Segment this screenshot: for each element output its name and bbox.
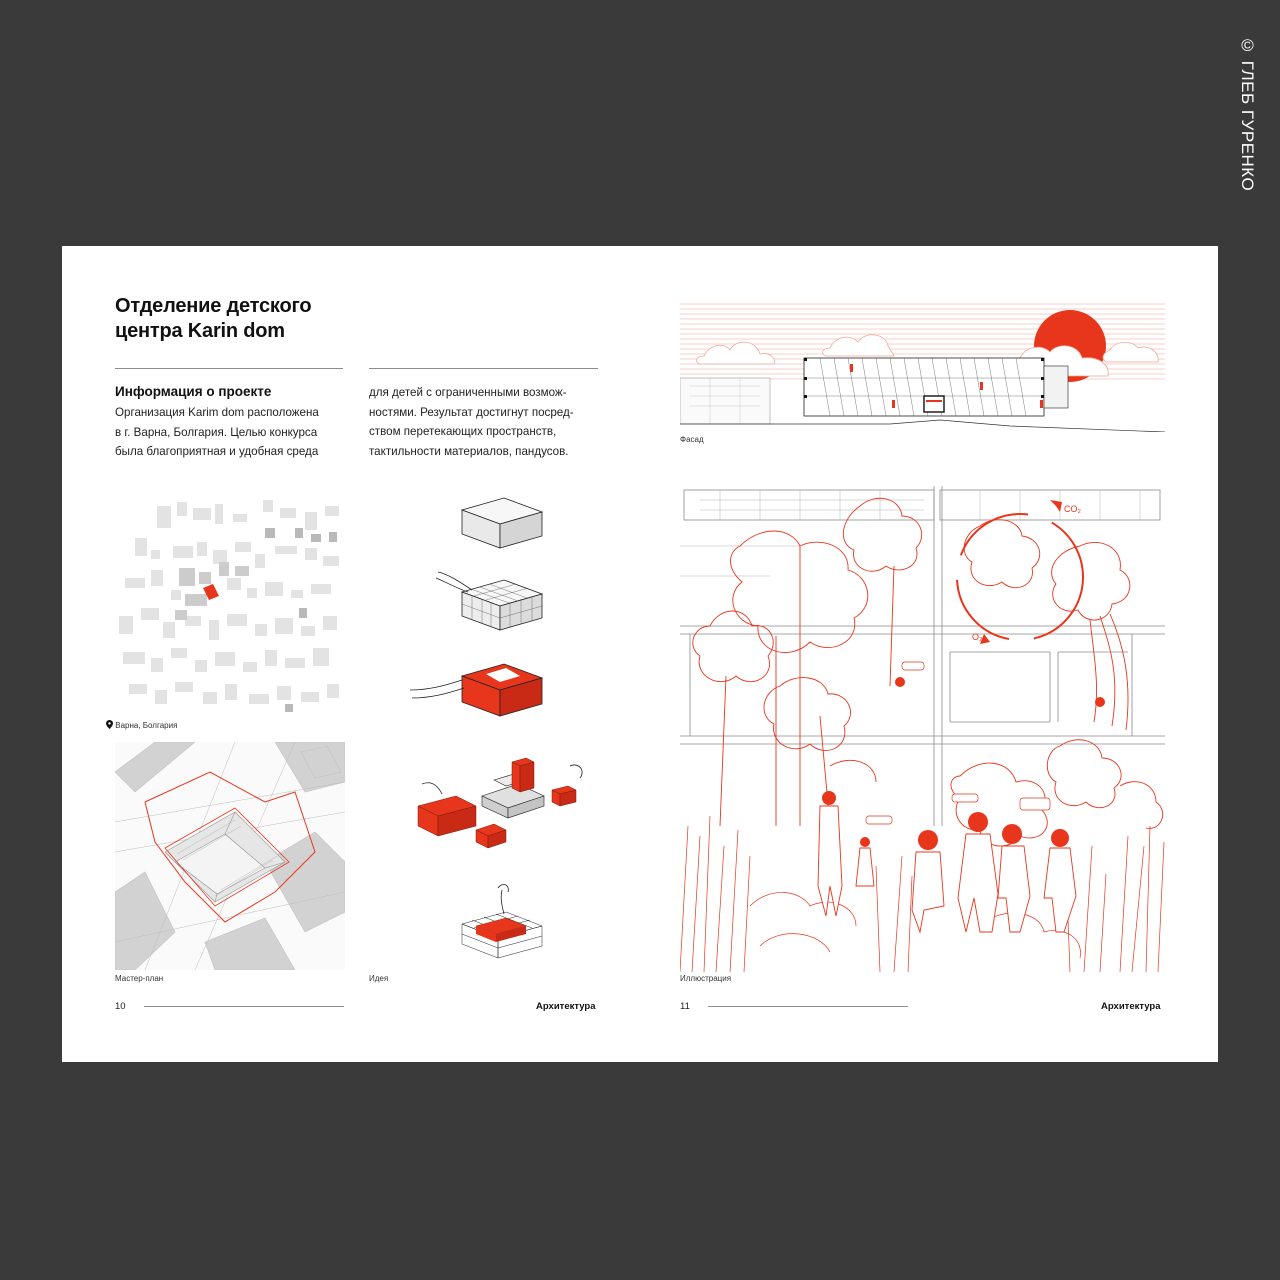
location-caption-text: Варна, Болгария xyxy=(115,721,178,730)
facade-drawing xyxy=(680,300,1165,432)
idea-diagrams xyxy=(402,494,602,974)
section-label-right: Архитектура xyxy=(1101,1001,1161,1012)
section-label-left: Архитектура xyxy=(536,1001,596,1012)
illustration-drawing xyxy=(680,486,1165,972)
masterplan-caption: Мастер-план xyxy=(115,974,164,983)
title-line-2: центра Karin dom xyxy=(115,320,285,342)
divider-left-col2 xyxy=(369,368,598,369)
facade-caption: Фасад xyxy=(680,435,704,444)
copyright-watermark: © ГЛЕБ ГУРЕНКО xyxy=(1238,36,1257,192)
location-caption xyxy=(106,720,177,730)
body-text-col2: для детей с ограниченными возмож- ностями. Результат достигнут посред- ством перетекающих пространств, тактильности материалов, пандусов. xyxy=(369,386,574,458)
o2-label: O₂ xyxy=(972,632,983,642)
divider-left-col1 xyxy=(115,368,343,369)
idea-caption: Идея xyxy=(369,974,389,983)
footer-rule-right xyxy=(708,1006,908,1007)
page-number-right: 11 xyxy=(680,1001,690,1012)
page-number-left: 10 xyxy=(115,1001,126,1012)
magazine-spread xyxy=(62,246,1218,1062)
footer-rule-left xyxy=(144,1006,344,1007)
info-heading: Информация о проекте xyxy=(115,384,272,399)
page-title xyxy=(115,294,375,344)
body-text-col1: Организация Karim dom расположена в г. Варна, Болгария. Целью конкурса была благоприятная и удобная среда xyxy=(115,406,319,458)
title-line-1: Отделение детского xyxy=(115,295,312,317)
map-pin-icon xyxy=(106,720,113,729)
master-plan-drawing xyxy=(115,742,345,970)
illustration-caption: Иллюстрация xyxy=(680,974,732,983)
location-map xyxy=(115,498,345,720)
co2-label: CO₂ xyxy=(1064,504,1081,514)
